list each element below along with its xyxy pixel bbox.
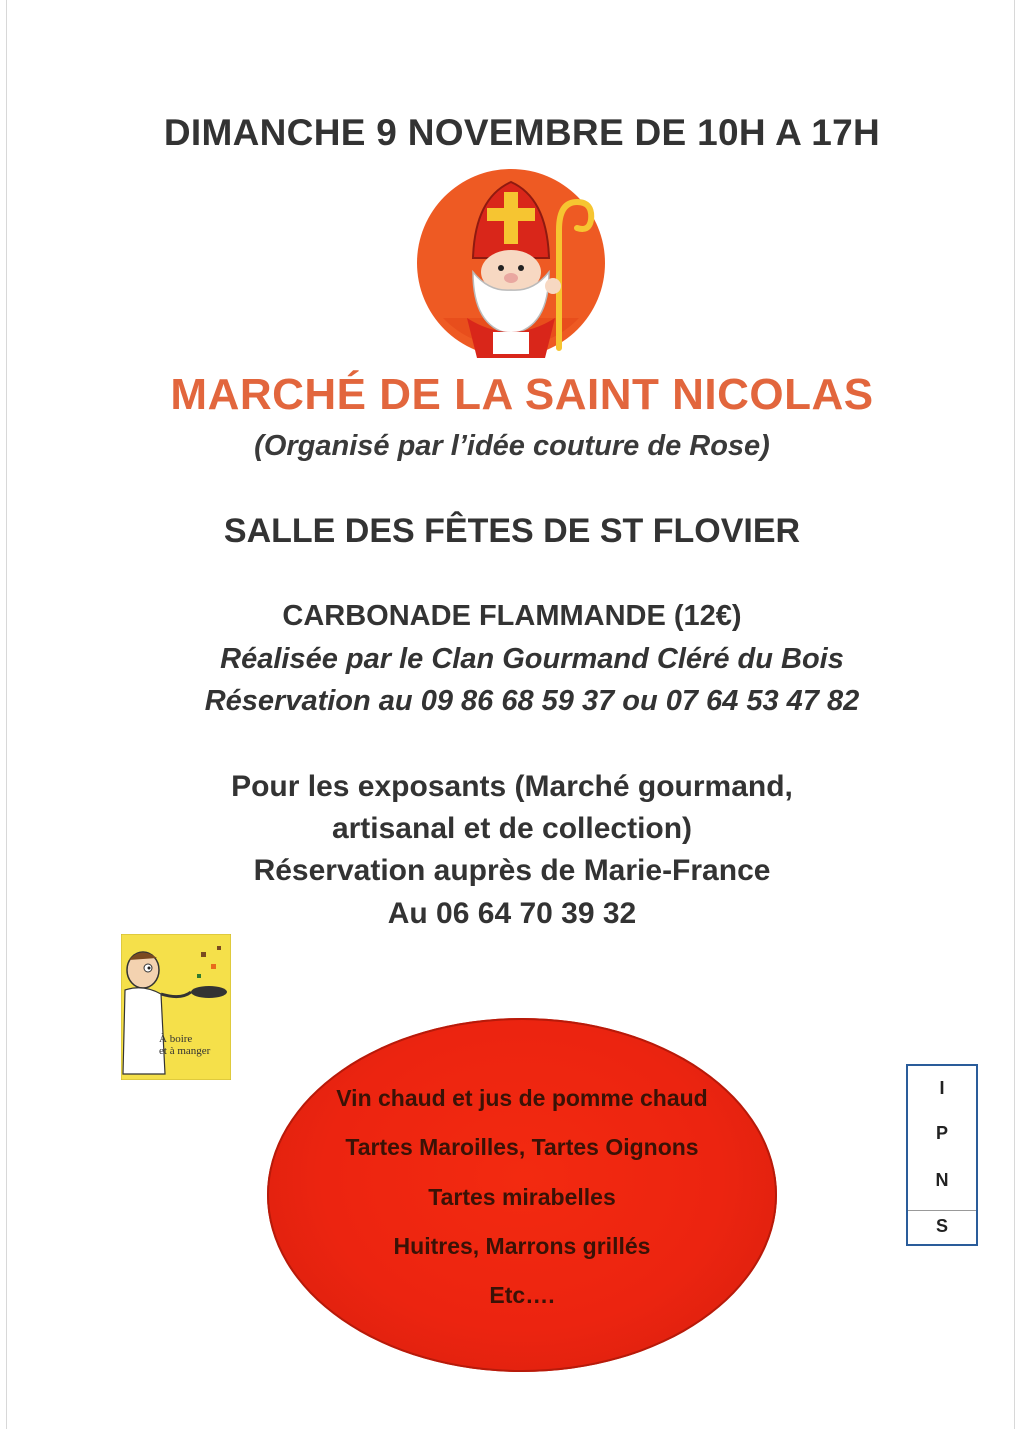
ipns-letter: I xyxy=(939,1078,945,1098)
ipns-letter: N xyxy=(935,1170,949,1190)
ipns-letter: P xyxy=(935,1123,948,1143)
dish-line: CARBONADE FLAMMANDE (12€) xyxy=(282,600,742,632)
food-item: Tartes Maroilles, Tartes Oignons xyxy=(345,1134,699,1160)
ipns-letter: S xyxy=(935,1216,948,1236)
event-title: MARCHÉ DE LA SAINT NICOLAS xyxy=(170,370,874,419)
venue-line: SALLE DES FÊTES DE ST FLOVIER xyxy=(223,512,801,550)
book-title-line: À boire xyxy=(159,1033,193,1045)
food-item: Vin chaud et jus de pomme chaud xyxy=(336,1085,708,1111)
made-by-line: Réalisée par le Clan Gourmand Cléré du Bois xyxy=(220,643,844,675)
dish-booking-line: Réservation au 09 86 68 59 37 ou 07 64 53 47 82 xyxy=(204,685,860,717)
exhibitors-line: artisanal et de collection) xyxy=(331,812,693,845)
cooking-book-cover-icon xyxy=(121,934,231,1080)
page-edge-left xyxy=(6,0,7,1429)
event-date: DIMANCHE 9 NOVEMBRE DE 10H A 17H xyxy=(163,112,881,153)
exhibitors-phone-line: Au 06 64 70 39 32 xyxy=(387,897,637,930)
organizer-line: (Organisé par l’idée couture de Rose) xyxy=(254,430,770,462)
food-item: Etc…. xyxy=(489,1282,555,1308)
exhibitors-line: Réservation auprès de Marie-France xyxy=(253,854,771,887)
saint-nicolas-logo-icon xyxy=(413,168,609,358)
book-title-line: et à manger xyxy=(159,1045,211,1057)
food-item: Huitres, Marrons grillés xyxy=(393,1233,651,1259)
food-item: Tartes mirabelles xyxy=(428,1184,616,1210)
food-offer-oval xyxy=(267,1018,777,1372)
ipns-box xyxy=(906,1064,978,1246)
exhibitors-line: Pour les exposants (Marché gourmand, xyxy=(231,770,793,803)
ipns-divider xyxy=(908,1210,976,1211)
